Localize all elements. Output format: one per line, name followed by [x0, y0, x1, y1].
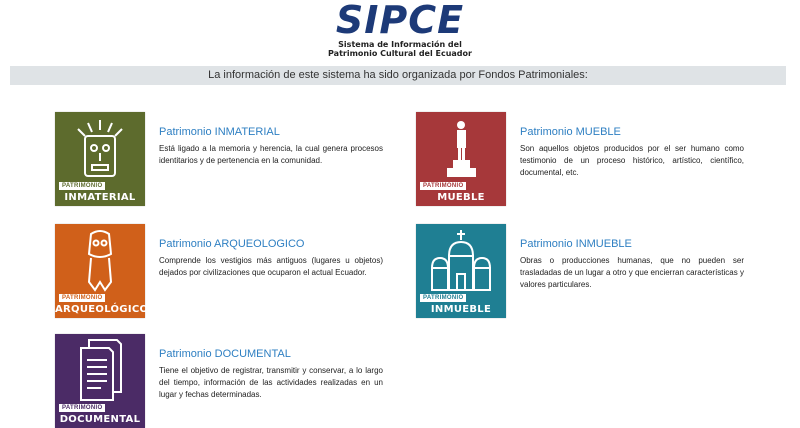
title-link-documental[interactable]: Patrimonio DOCUMENTAL [159, 348, 291, 360]
tile-tag: PATRIMONIO [59, 404, 105, 412]
info-banner: La información de este sistema ha sido organizada por Fondos Patrimoniales: [10, 66, 786, 85]
tile-mueble[interactable] [416, 112, 506, 206]
description-inmaterial: Está ligado a la memoria y herencia, la cual genera procesos identitarios y de pertenencia en la comunidad. [159, 144, 383, 165]
tile-inmueble[interactable] [416, 224, 506, 318]
logo-wordmark: SIPCE [335, 0, 465, 42]
tile-name: INMATERIAL [64, 192, 136, 203]
tile-name: MUEBLE [437, 192, 485, 203]
description-inmueble: Obras o producciones humanas, que no pueden ser trasladadas de un lugar a otro y que encierran características y valores particulares. [520, 256, 744, 289]
description-mueble: Son aquellos objetos producidos por el ser humano como testimonio de un proceso histórico, artístico, científico, documental, etc. [520, 144, 744, 177]
tile-tag: PATRIMONIO [59, 294, 105, 302]
tile-tag: PATRIMONIO [420, 294, 466, 302]
tile-name: INMUEBLE [430, 304, 492, 315]
logo-subtitle-line2: Patrimonio Cultural del Ecuador [328, 49, 472, 58]
description-documental: Tiene el objetivo de registrar, transmitir y conservar, a lo largo del tiempo, información de las actividades realizadas en un lugar y fechas determinadas. [159, 366, 383, 399]
logo-subtitle-line1: Sistema de Información del [338, 40, 462, 49]
tile-name: ARQUEOLÓGICO [55, 304, 149, 315]
title-link-arqueologico[interactable]: Patrimonio ARQUEOLOGICO [159, 238, 305, 250]
title-link-mueble[interactable]: Patrimonio MUEBLE [520, 126, 621, 138]
description-arqueologico: Comprende los vestigios más antiguos (lugares u objetos) dejados por civilizaciones que ocuparon el actual Ecuador. [159, 256, 383, 277]
tile-inmaterial[interactable] [55, 112, 145, 206]
tile-tag: PATRIMONIO [59, 182, 105, 190]
tile-documental[interactable] [55, 334, 145, 428]
tile-name: DOCUMENTAL [59, 414, 141, 425]
tile-tag: PATRIMONIO [420, 182, 466, 190]
tile-arqueologico[interactable] [55, 224, 149, 318]
sipce-logo[interactable] [0, 0, 800, 58]
title-link-inmueble[interactable]: Patrimonio INMUEBLE [520, 238, 632, 250]
title-link-inmaterial[interactable]: Patrimonio INMATERIAL [159, 126, 280, 138]
